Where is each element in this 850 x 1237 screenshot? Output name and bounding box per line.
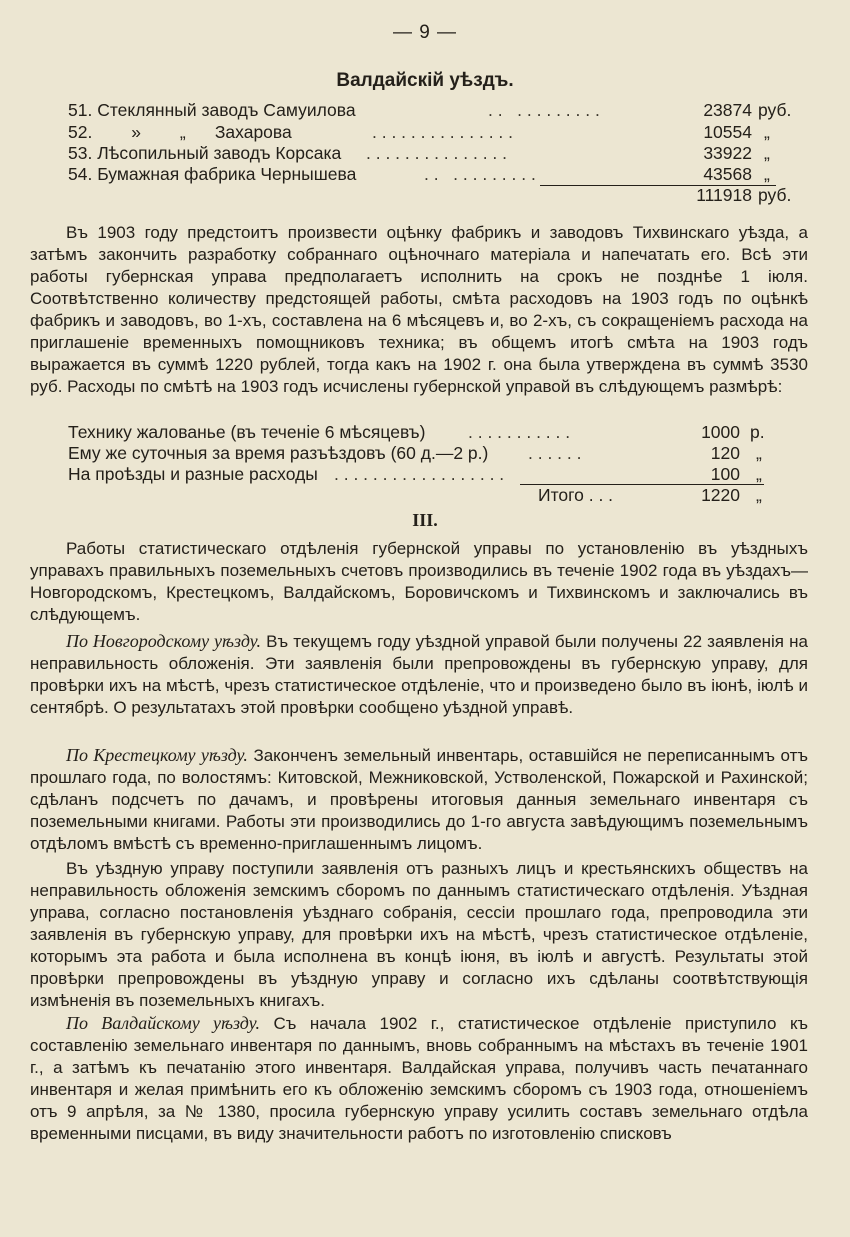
row-unit: „ bbox=[756, 443, 762, 463]
paragraph-text: Въ уѣздную управу поступили заявленiя отъ разныхъ лицъ и крестьянскихъ обществъ на неправильность обложенiя земскимъ сборомъ по даннымъ статистическаго отдѣленiя. Уѣздная управа, согласно постановленiя уѣзднаго собранiя, сессiи прошлаго года, препроводила эти заявленiя въ губернскую управу, для провѣрки ихъ на мѣстѣ, чрезъ статистическое отдѣленiе, которымъ эта работа и была исполнена въ концѣ iюня, въ iюлѣ и августѣ. Результаты этой провѣрки препровождены въ уѣздную управу и согласно ихъ сдѣланы соотвѣтствующiя измѣненiя въ поземельныхъ книгахъ. bbox=[30, 859, 808, 1010]
row-amount: 100 bbox=[710, 464, 740, 484]
paragraph bbox=[30, 1012, 808, 1145]
row-label: 53. Лѣсопильный заводъ Корсака bbox=[68, 143, 342, 163]
paragraph bbox=[30, 538, 808, 626]
total-unit: „ bbox=[756, 485, 762, 505]
paragraph bbox=[30, 630, 808, 719]
total-amount: 1220 bbox=[701, 485, 740, 505]
row-unit: „ bbox=[764, 122, 770, 142]
section-number: III. bbox=[412, 510, 438, 530]
total-unit: руб. bbox=[758, 185, 792, 205]
leader-dots: . . . . . . . . . . . . . . . . . . bbox=[334, 464, 505, 484]
leader-dots: . . . . . . . . . . . bbox=[488, 100, 600, 120]
row-amount: 120 bbox=[710, 443, 740, 463]
row-unit: руб. bbox=[758, 100, 792, 120]
paragraph-lead: По Новгородскому уѣзду. bbox=[66, 631, 262, 651]
row-amount: 10554 bbox=[703, 122, 752, 142]
row-label: Ему же суточныя за время разъѣздовъ (60 д.—2 р.) bbox=[68, 443, 489, 463]
row-label: 51. Стеклянный заводъ Самуилова bbox=[68, 100, 356, 120]
row-amount: 1000 bbox=[701, 422, 740, 442]
row-amount: 43568 bbox=[703, 164, 752, 184]
row-unit: „ bbox=[764, 143, 770, 163]
total-label: Итого . . . bbox=[538, 485, 614, 505]
paragraph-text: Законченъ земельный инвентарь, оставшiйся не переписаннымъ отъ прошлаго года, по волостямъ: Китовской, Межниковской, Устволенской, Пожарской и Рахинской; сдѣланъ подсчетъ по дачамъ, и провѣрены итоговыя данныя земельнаго инвентаря съ поземельными книгами. Работы эти производились до 1-го августа завѣдующимъ поземельнымъ отдѣломъ вмѣстѣ съ временно-приглашеннымъ лицомъ. bbox=[30, 746, 808, 853]
paragraph-text: Съ начала 1902 г., статистическое отдѣленiе приступило къ составленiю земельнаго инвентаря по даннымъ, вновь собраннымъ на мѣстахъ въ теченiе 1901 г., а затѣмъ къ печатанiю этого инвентаря. Валдайская управа, получивъ часть печатаннаго инвентаря и желая примѣнить его къ обложенiю земскимъ сборомъ съ 1903 года, отношенiемъ отъ 9 апрѣля, за № 1380, просила губернскую управу усилить составъ земельнаго отдѣла временными писцами, въ виду значительности работъ по изготовленiю списковъ bbox=[30, 1014, 809, 1143]
leader-dots: . . . . . . . . . . . . . . . bbox=[372, 122, 513, 142]
paragraph-text: Работы статистическаго отдѣленiя губернской управы по установленiю въ уѣздныхъ управахъ правильныхъ поземельныхъ счетовъ производились въ теченiе 1902 года въ уѣздахъ—Новгородскомъ, Крестецкомъ, Валдайскомъ, Боровичскомъ и Тихвинскомъ и заключались въ слѣдующемъ. bbox=[30, 539, 808, 624]
row-amount: 23874 bbox=[703, 100, 752, 120]
row-amount: 33922 bbox=[703, 143, 752, 163]
leader-dots: . . . . . . . . . . . bbox=[424, 164, 536, 184]
paragraph bbox=[30, 744, 808, 855]
leader-dots: . . . . . . bbox=[528, 443, 582, 463]
row-unit: „ bbox=[764, 164, 770, 184]
paragraph-lead: По Крестецкому уѣзду. bbox=[66, 745, 248, 765]
total-amount: 111918 bbox=[696, 185, 752, 205]
leader-dots: . . . . . . . . . . . . . . . bbox=[366, 143, 507, 163]
row-unit: р. bbox=[750, 422, 765, 442]
paragraph bbox=[30, 222, 808, 398]
row-label: 52. » „ Захарова bbox=[68, 122, 292, 142]
row-label: На проѣзды и разные расходы bbox=[68, 464, 318, 484]
row-label: Технику жалованье (въ теченiе 6 мѣсяцевъ) bbox=[68, 422, 426, 442]
paragraph-text: Въ 1903 году предстоитъ произвести оцѣнку фабрикъ и заводовъ Тихвинскаго уѣзда, а затѣмъ закончить разработку собраннаго оцѣночнаго матерiала и напечатать его. Всѣ эти работы губернская управа предполагаетъ исполнить на срокъ не позднѣе 1 iюля. Соотвѣтственно количеству предстоящей работы, смѣта расходовъ на 1903 годъ по оцѣнкѣ фабрикъ и заводовъ, во 1-хъ, составлена на 6 мѣсяцевъ и, во 2-хъ, съ сокращенiемъ расхода на приглашенiе временныхъ помощниковъ техника; въ общемъ итогѣ смѣта на 1903 годъ выражается въ суммѣ 1220 рублей, тогда какъ на 1902 г. она была утверждена въ суммѣ 3530 руб. Расходы по смѣтѣ на 1903 годъ исчислены губернской управой въ слѣдующемъ размѣрѣ: bbox=[30, 223, 808, 396]
page-number: — 9 — bbox=[392, 22, 458, 43]
paragraph-lead: По Валдайскому уѣзду. bbox=[66, 1013, 260, 1033]
row-label: 54. Бумажная фабрика Чернышева bbox=[68, 164, 357, 184]
row-unit: „ bbox=[756, 464, 762, 484]
paragraph bbox=[30, 858, 808, 1012]
section-title: Валдайскiй уѣздъ. bbox=[336, 70, 514, 91]
leader-dots: . . . . . . . . . . . bbox=[468, 422, 571, 442]
paragraph-text: Въ текущемъ году уѣздной управой были получены 22 заявленiя на неправильность обложенiя. Эти заявленiя были препровождены въ губернскую управу, для провѣрки ихъ на мѣстѣ, чрезъ статистическое отдѣленiе, что и произведено было въ iюнѣ, iюлѣ и сентябрѣ. О результатахъ этой провѣрки сообщено уѣздной управѣ. bbox=[30, 632, 808, 717]
